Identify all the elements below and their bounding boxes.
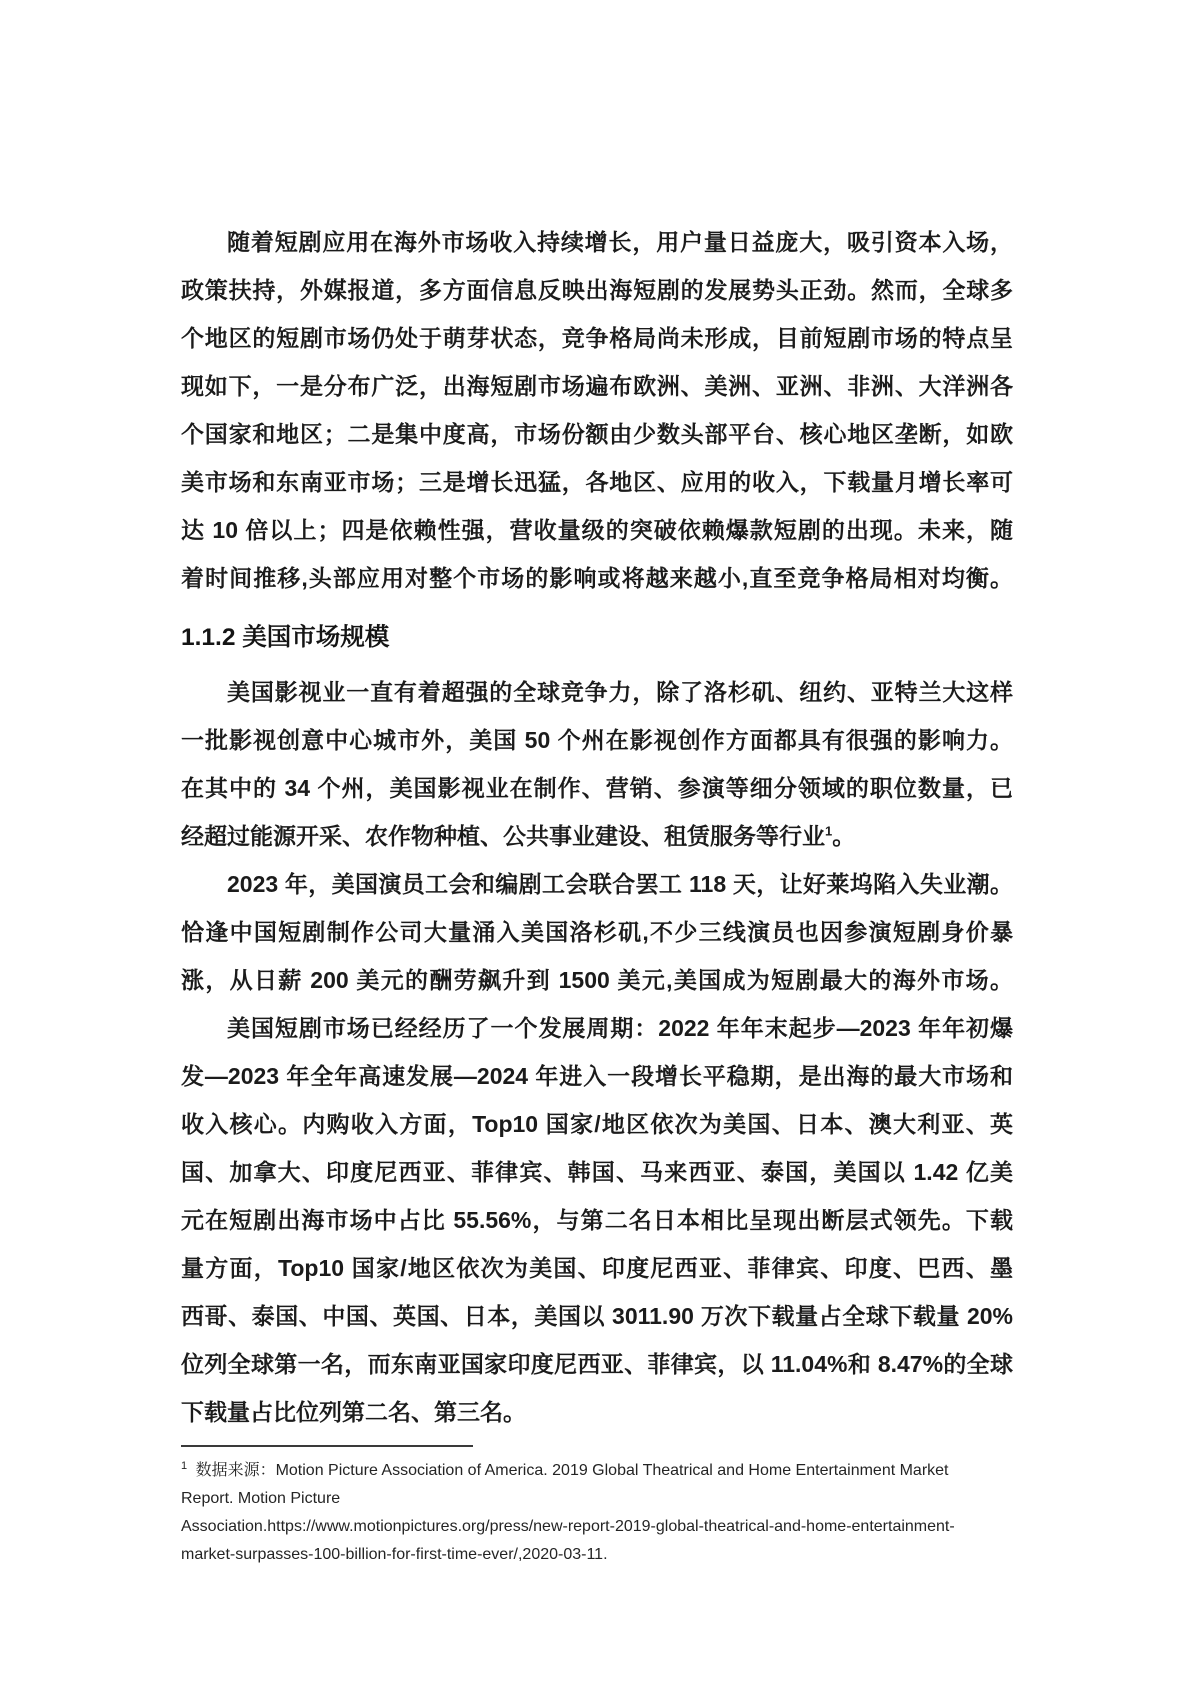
footnote-ref-1: 1 xyxy=(825,823,833,839)
paragraph-market-overview xyxy=(181,218,1013,602)
paragraph-us-market-cycle xyxy=(181,1004,1013,1436)
body-line: 发—2023 年全年高速发展—2024 年进入一段增长平稳期，是出海的最大市场和 xyxy=(181,1063,1013,1089)
footnote-line xyxy=(181,1457,1031,1485)
footnote-separator xyxy=(181,1445,473,1447)
body-line: 着时间推移,头部应用对整个市场的影响或将越来越小,直至竞争格局相对均衡。 xyxy=(181,565,1013,591)
body-line: 国、加拿大、印度尼西亚、菲律宾、韩国、马来西亚、泰国，美国以 1.42 亿美 xyxy=(181,1159,1013,1185)
body-line: 在其中的 34 个州，美国影视业在制作、营销、参演等细分领域的职位数量，已 xyxy=(181,775,1013,801)
body-line: 美市场和东南亚市场；三是增长迅猛，各地区、应用的收入，下载量月增长率可 xyxy=(181,469,1013,495)
footnote-marker: 1 xyxy=(181,1459,188,1472)
body-line xyxy=(181,812,1013,860)
document-body xyxy=(181,218,1013,1436)
body-line: 一批影视创意中心城市外，美国 50 个州在影视创作方面都具有很强的影响力。 xyxy=(181,727,1013,753)
body-line: 位列全球第一名，而东南亚国家印度尼西亚、菲律宾，以 11.04%和 8.47%的全球 xyxy=(181,1351,1013,1377)
body-line: 西哥、泰国、中国、英国、日本，美国以 3011.90 万次下载量占全球下载量 20% xyxy=(181,1303,1013,1329)
body-line: 元在短剧出海市场中占比 55.56%，与第二名日本相比呈现出断层式领先。下载 xyxy=(181,1207,1013,1233)
body-line: 恰逢中国短剧制作公司大量涌入美国洛杉矶,不少三线演员也因参演短剧身价暴 xyxy=(181,919,1013,945)
body-line: 涨，从日薪 200 美元的酬劳飙升到 1500 美元,美国成为短剧最大的海外市场。 xyxy=(181,967,1013,993)
body-line: 量方面，Top10 国家/地区依次为美国、印度尼西亚、菲律宾、印度、巴西、墨 xyxy=(181,1255,1013,1281)
body-line: 个国家和地区；二是集中度高，市场份额由少数头部平台、核心地区垄断，如欧 xyxy=(181,421,1013,447)
footnote-text: 数据来源：Motion Picture Association of America. 2019 Global Theatrical and Home Entertainment Market xyxy=(191,1462,949,1479)
body-line: 下载量占比位列第二名、第三名。 xyxy=(181,1399,526,1425)
body-line: 收入核心。内购收入方面，Top10 国家/地区依次为美国、日本、澳大利亚、英 xyxy=(181,1111,1013,1137)
body-text: 经超过能源开采、农作物种植、公共事业建设、租赁服务等行业 xyxy=(181,823,825,849)
footnote-area xyxy=(181,1445,1031,1569)
paragraph-hollywood-strike xyxy=(181,860,1013,1004)
footnote-line: market-surpasses-100-billion-for-first-time-ever/,2020-03-11. xyxy=(181,1546,608,1563)
body-line: 个地区的短剧市场仍处于萌芽状态，竞争格局尚未形成，目前短剧市场的特点呈 xyxy=(181,325,1013,351)
body-line: 美国影视业一直有着超强的全球竞争力，除了洛杉矶、纽约、亚特兰大这样 xyxy=(227,679,1013,705)
body-line: 2023 年，美国演员工会和编剧工会联合罢工 118 天，让好莱坞陷入失业潮。 xyxy=(227,871,1013,897)
paragraph-us-film-industry xyxy=(181,668,1013,860)
body-line: 现如下，一是分布广泛，出海短剧市场遍布欧洲、美洲、亚洲、非洲、大洋洲各 xyxy=(181,373,1013,399)
body-line: 随着短剧应用在海外市场收入持续增长，用户量日益庞大，吸引资本入场， xyxy=(227,229,1013,255)
section-heading-1-1-2: 1.1.2 美国市场规模 xyxy=(181,624,390,651)
footnote-line: Report. Motion Picture xyxy=(181,1490,341,1507)
body-text: 。 xyxy=(832,823,856,849)
footnote-line: Association.https://www.motionpictures.org/press/new-report-2019-global-theatrical-and-home-entertainment- xyxy=(181,1518,955,1535)
body-line: 政策扶持，外媒报道，多方面信息反映出海短剧的发展势头正劲。然而，全球多 xyxy=(181,277,1013,303)
body-line: 美国短剧市场已经经历了一个发展周期：2022 年年末起步—2023 年年初爆 xyxy=(227,1015,1013,1041)
body-line: 达 10 倍以上；四是依赖性强，营收量级的突破依赖爆款短剧的出现。未来，随 xyxy=(181,517,1013,543)
